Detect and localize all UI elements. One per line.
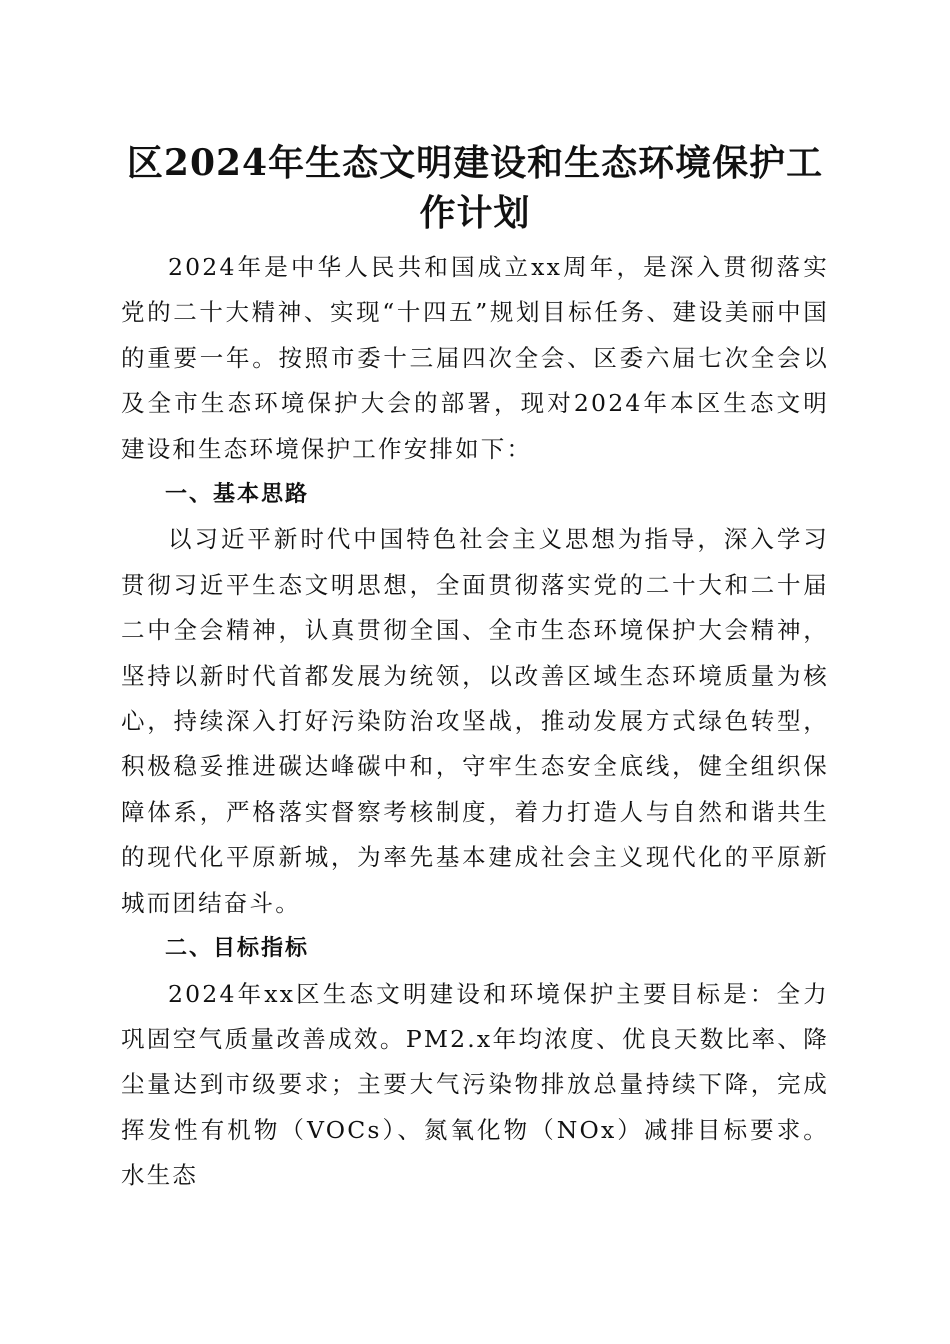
section-heading-targets: 二、目标指标 [165, 936, 310, 962]
document-title: 区2024年生态文明建设和生态环境保护工作计划 [126, 142, 824, 234]
section-paragraph-basic-approach: 以习近平新时代中国特色社会主义思想为指导，深入学习贯彻习近平生态文明思想，全面贯彻落实党的二十大和二十届二中全会精神，认真贯彻全国、全市生态环境保护大会精神，坚持以新时代首都发展为统领，以改善区域生态环境质量为核心，持续深入打好污染防治攻坚战，推动发展方式绿色转型，积极稳妥推进碳达峰碳中和，守牢生态安全底线，健全组织保障体系，严格落实督察考核制度，着力打造人与自然和谐共生的现代化平原新城，为率先基本建成社会主义现代化的平原新城而团结奋斗。 [121, 525, 829, 917]
section-heading-basic-approach: 一、基本思路 [165, 482, 310, 508]
section-paragraph-targets: 2024年xx区生态文明建设和环境保护主要目标是：全力巩固空气质量改善成效。PM2.x年均浓度、优良天数比率、降尘量达到市级要求；主要大气污染物排放总量持续下降，完成挥发性有机物（VOCs）、氮氧化物（NOx）减排目标要求。水生态 [121, 979, 829, 1190]
document-body [121, 245, 829, 1199]
intro-paragraph: 2024年是中华人民共和国成立xx周年，是深入贯彻落实党的二十大精神、实现“十四五”规划目标任务、建设美丽中国的重要一年。按照市委十三届四次全会、区委六届七次全会以及全市生态环境保护大会的部署，现对2024年本区生态文明建设和生态环境保护工作安排如下： [121, 253, 829, 463]
